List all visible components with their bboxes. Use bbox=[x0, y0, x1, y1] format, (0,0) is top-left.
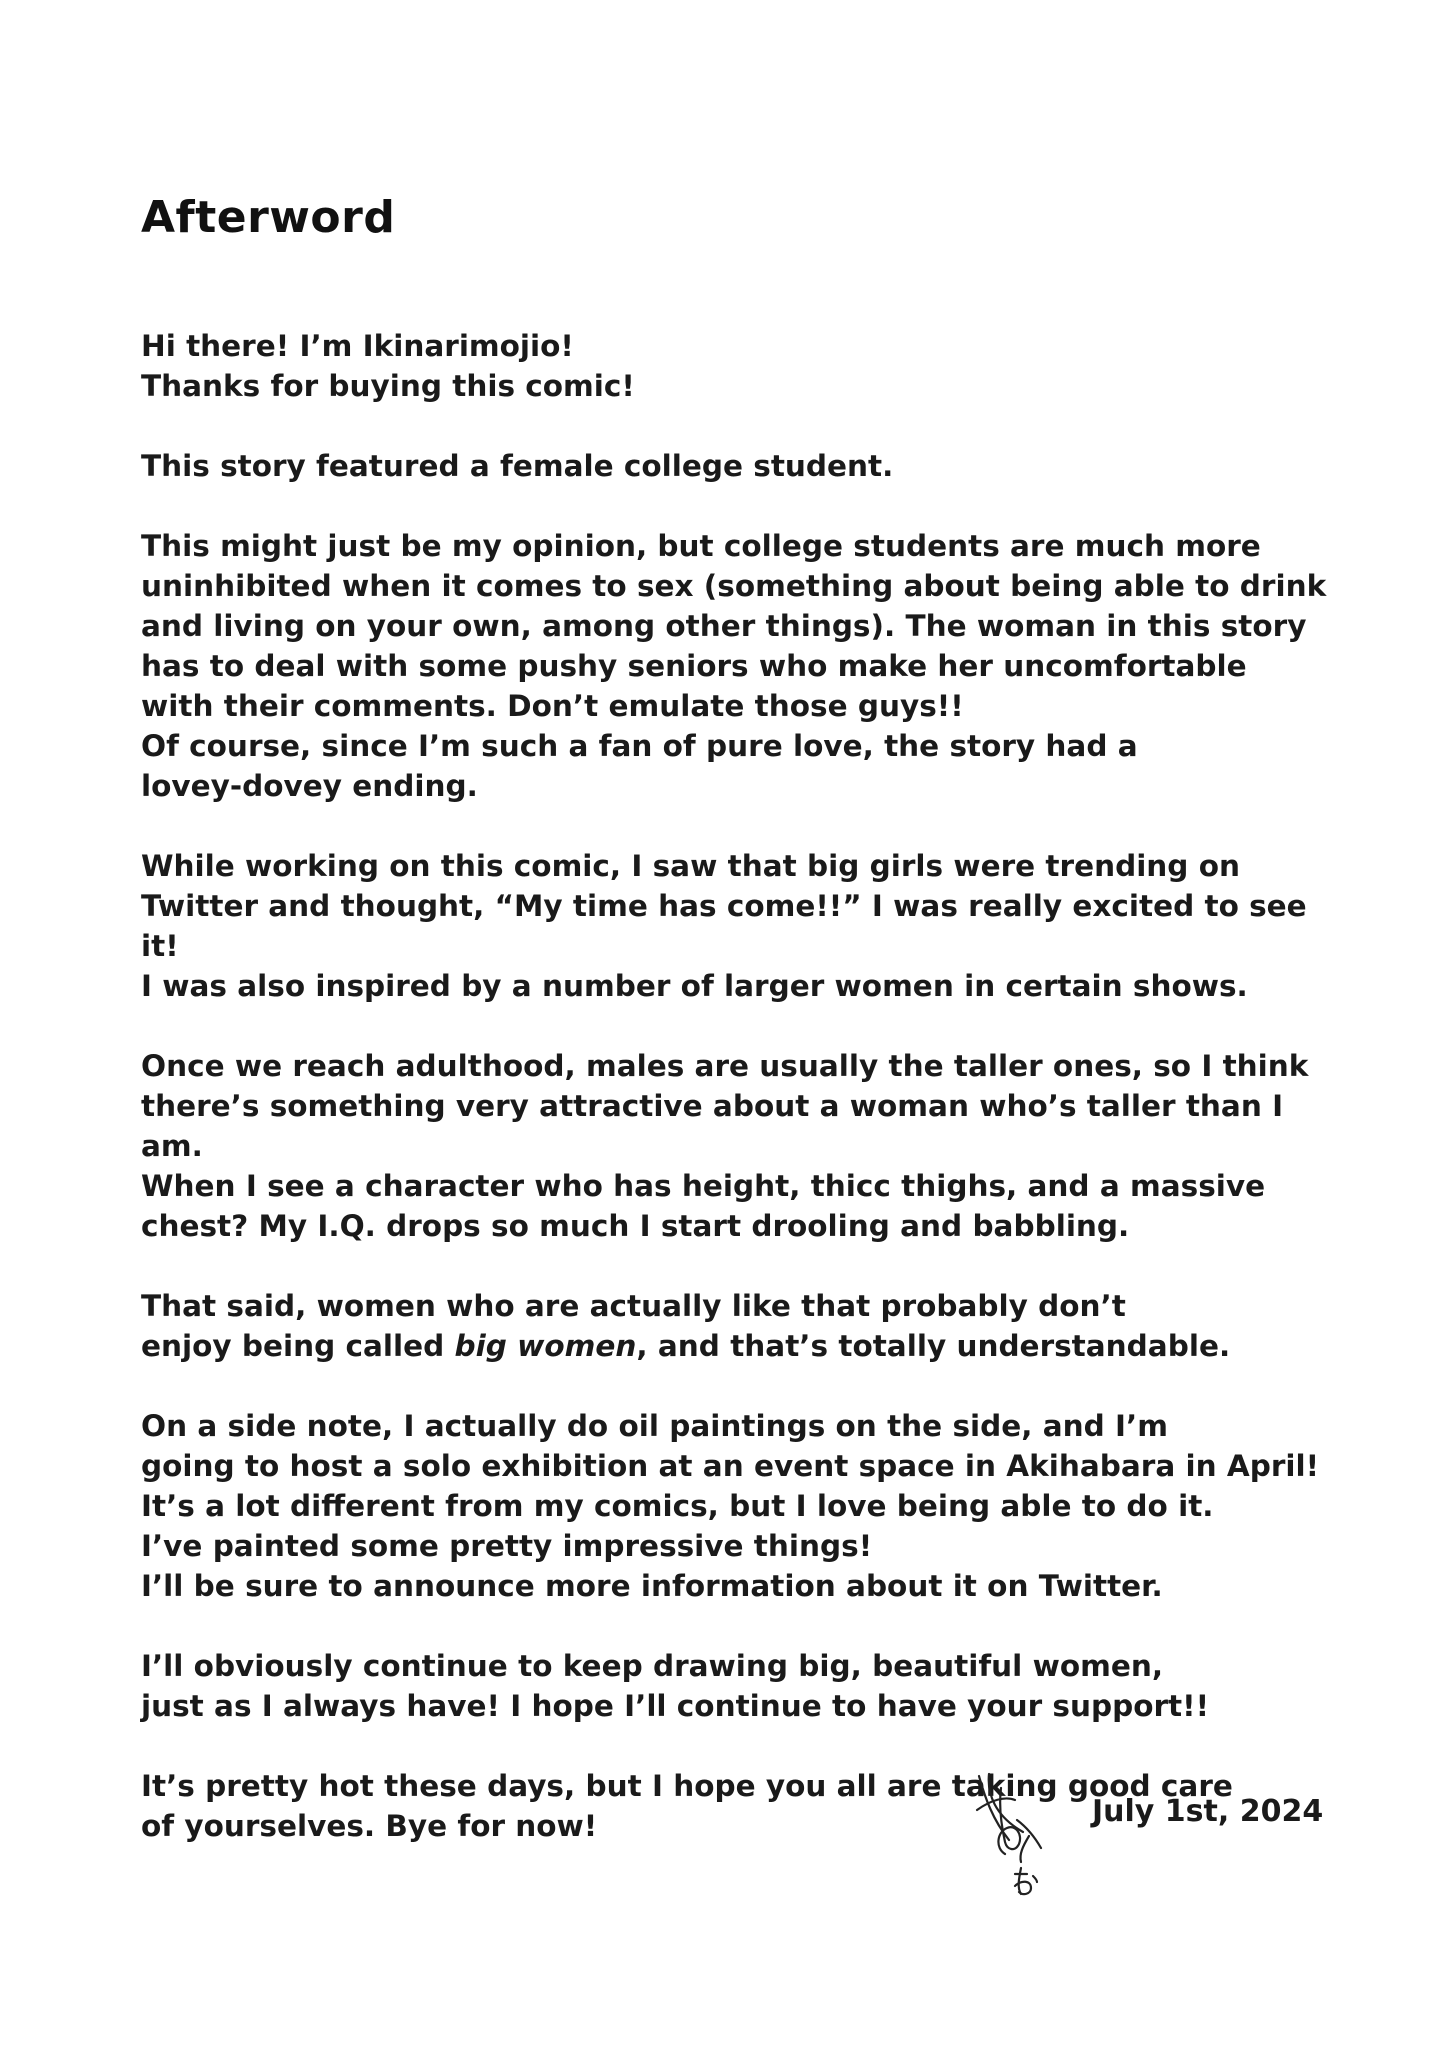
paragraph-story: This story featured a female college student. bbox=[141, 449, 894, 483]
paragraph-adulthood: Once we reach adulthood, males are usually the taller ones, so I think there’s something very attractive about a woman who’s taller than I am. When I see a character who has height, thicc thighs, and a massive chest? My I.Q. drops so much I start drooling and babbling. bbox=[141, 1049, 1309, 1243]
date-line: July 1st, 2024 bbox=[1092, 1794, 1324, 1829]
paragraph-trending: While working on this comic, I saw that big girls were trending on Twitter and thought, “My time has come!!” I was really excited to see it! I was also inspired by a number of larger women in certain shows. bbox=[141, 849, 1307, 1003]
paragraph-college: This might just be my opinion, but college students are much more uninhibited when it comes to sex (something about being able to drink and living on your own, among other things). The woman in this story has to deal with some pushy seniors who make her uncomfortable with their comments. Don’t emulate those guys!! Of course, since I’m such a fan of pure love, the story had a lovey-dovey ending. bbox=[141, 529, 1327, 803]
paragraph-farewell: It’s pretty hot these days, but I hope you all are taking good care of yourselves. Bye for now! bbox=[141, 1769, 1233, 1843]
paragraph-greeting: Hi there! I’m Ikinarimojio! Thanks for buying this comic! bbox=[141, 329, 635, 403]
paragraph-that-said-tail: , and that’s totally understandable. bbox=[636, 1329, 1231, 1363]
paragraph-oil-paintings: On a side note, I actually do oil paintings on the side, and I’m going to host a solo exhibition at an event space in Akihabara in April! It’s a lot different from my comics, but I love being able to do it. I’ve painted some pretty impressive things! I’ll be sure to announce more information about it on Twitter. bbox=[141, 1409, 1320, 1603]
signature-icon bbox=[971, 1770, 1051, 1900]
afterword-body bbox=[141, 326, 1341, 1886]
emphasis-big-women: big women bbox=[454, 1329, 637, 1363]
paragraph-that-said bbox=[141, 1286, 1341, 1366]
paragraph-continue: I’ll obviously continue to keep drawing big, beautiful women, just as I always have! I hope I’ll continue to have your support!! bbox=[141, 1649, 1210, 1723]
paragraph-that-said-lead: That said, women who are actually like that probably don’t enjoy being called bbox=[141, 1289, 1126, 1363]
page-title: Afterword bbox=[141, 192, 396, 243]
afterword-page bbox=[141, 0, 1341, 2048]
